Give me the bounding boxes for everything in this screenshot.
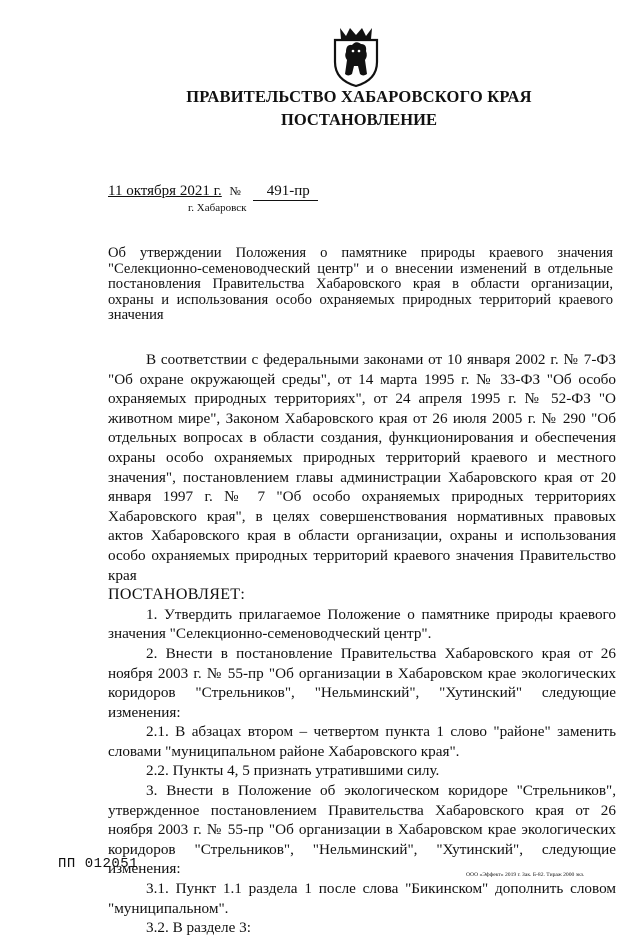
coat-of-arms-icon: [328, 22, 384, 88]
body-item-3-2: 3.2. В разделе 3:: [146, 919, 251, 937]
document-number: 491-пр: [253, 183, 318, 201]
document-type: ПОСТАНОВЛЕНИЕ: [281, 110, 437, 129]
body-item-2-1: 2.1. В абзацах втором – четвертом пункта 1 слово "районе" заменить словами "муниципальном районе Хабаровского края".: [108, 723, 616, 760]
body-item-3-1: 3.1. Пункт 1.1 раздела 1 после слова "Бикинском" дополнить словом "муниципальном".: [108, 880, 616, 917]
number-sign: №: [229, 184, 241, 198]
city: г. Хабаровск: [188, 202, 247, 214]
body-item-3: 3. Внести в Положение об экологическом коридоре "Стрельников", утвержденное постановлением Правительства Хабаровского края от 26 ноября 2003 г. № 55-пр "Об организации в Хабаровском крае экологических коридоров "Стрельников", "Нельминский", "Хутинский", следующие изменения:: [108, 782, 616, 878]
document-subject: Об утверждении Положения о памятнике природы краевого значения "Селекционно-семеноводческий центр" и о внесении изменений в отдельные постановления Правительства Хабаровского края в области организации, охраны и использования особо охраняемых природных территорий краевого значения: [108, 245, 613, 324]
government-title: ПРАВИТЕЛЬСТВО ХАБАРОВСКОГО КРАЯ: [186, 87, 532, 106]
document-body: [108, 350, 616, 938]
body-item-2-2: 2.2. Пункты 4, 5 признать утратившими силу.: [146, 762, 440, 780]
printer-imprint: ООО «Эффект» 2019 г. Зак. Б-82. Тираж 2000 экз.: [466, 872, 585, 878]
decree-word: ПОСТАНОВЛЯЕТ:: [108, 586, 246, 604]
body-item-2: 2. Внести в постановление Правительства Хабаровского края от 26 ноября 2003 г. № 55-пр "Об организации в Хабаровском крае экологических коридоров "Стрельников", "Нельминский", "Хутинский" следующие изменения:: [108, 644, 616, 721]
date-number-line: [108, 183, 318, 201]
form-code: ПП 012051: [58, 856, 139, 872]
document-date: 11 октября 2021 г.: [108, 183, 222, 199]
body-item-1: 1. Утвердить прилагаемое Положение о памятнике природы краевого значения "Селекционно-семеноводческий центр".: [108, 605, 616, 643]
preamble-paragraph: В соответствии с федеральными законами от 10 января 2002 г. № 7-ФЗ "Об охране окружающей среды", от 14 марта 1995 г. № 33-ФЗ "Об особо охраняемых природных территориях", от 24 апреля 1995 г. № 52-ФЗ "О животном мире", Законом Хабаровского края от 26 июля 2005 г. № 290 "Об отдельных вопросах в области создания, функционирования и обеспечения охраны особо охраняемых природных территорий краевого и местного значения", постановлением главы администрации Хабаровского края от 20 января 1997 г. № 7 "Об особо охраняемых природных территориях Хабаровского края", в целях совершенствования нормативных правовых актов Хабаровского края в области организации, охраны и использования особо охраняемых природных территорий краевого значения Правительство края: [108, 351, 616, 584]
